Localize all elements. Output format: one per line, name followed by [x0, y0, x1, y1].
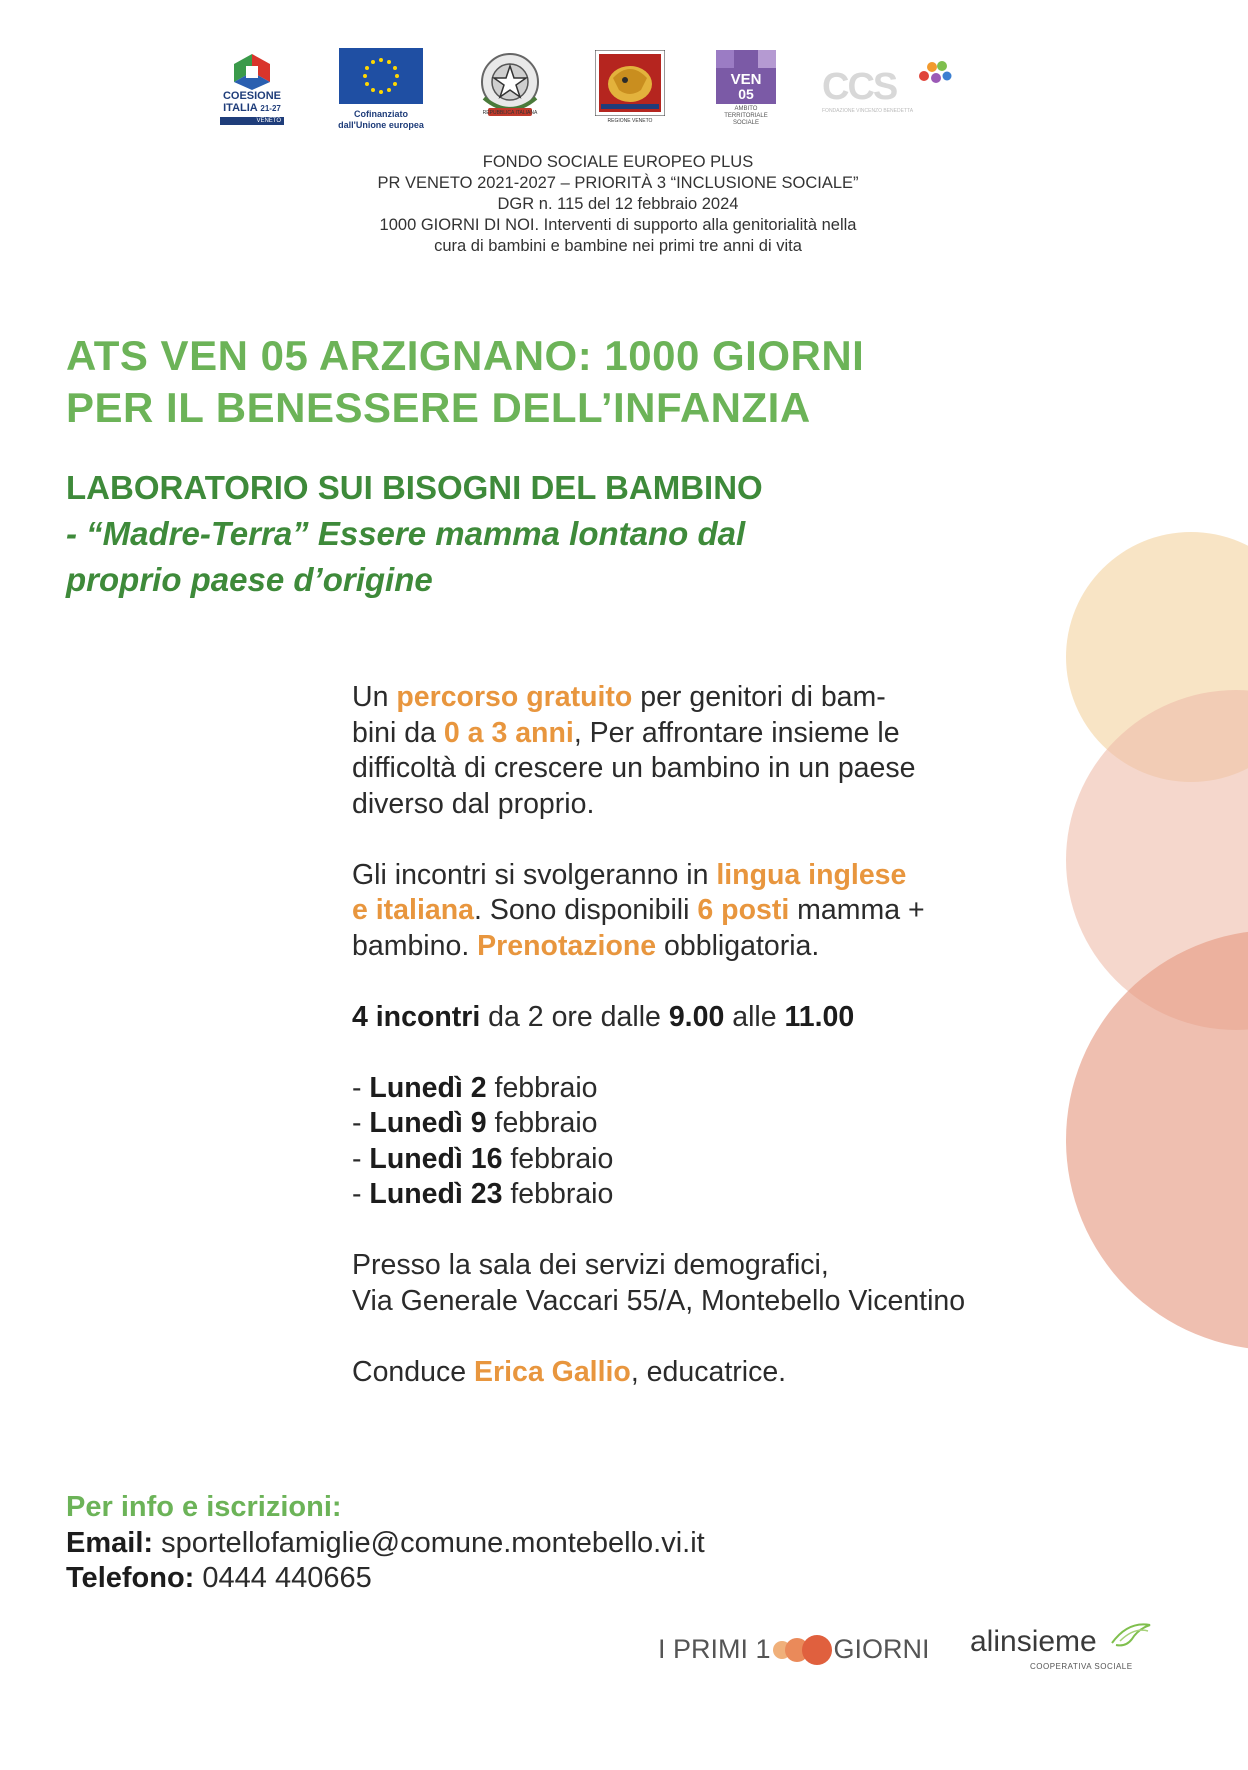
intro-line1 [352, 680, 965, 716]
email-label: Email: [66, 1526, 154, 1559]
schedule-end: 11.00 [784, 1000, 855, 1033]
text: alle [724, 1000, 785, 1033]
alinsieme-logo [970, 1625, 1097, 1659]
schedule-count: 4 incontri [352, 1000, 481, 1033]
date-item [352, 1142, 965, 1178]
coesione-years: 21-27 [260, 104, 281, 113]
ccs-dots-icon [918, 60, 952, 90]
text: Un [352, 681, 397, 713]
ccs-letters: CCS [822, 66, 897, 108]
date-day: Lunedì 9 [369, 1107, 487, 1139]
language-line2 [352, 893, 965, 929]
eu-caption-line1: Cofinanziato [354, 109, 408, 119]
title-line2: PER IL BENESSERE DELL’INFANZIA [66, 384, 811, 431]
text: Conduce [352, 1355, 475, 1388]
contacts-heading: Per info e iscrizioni: [66, 1491, 342, 1523]
highlight-percorso: percorso gratuito [396, 681, 633, 713]
primi-1000-giorni-logo [658, 1634, 930, 1665]
coesione-line2: ITALIA [223, 102, 258, 114]
date-day: Lunedì 2 [369, 1071, 487, 1104]
eu-flag-icon [339, 48, 423, 104]
fund-line4: 1000 GIORNI DI NOI. Interventi di supporto alla genitorialità nella [379, 216, 857, 234]
location-line1: Presso la sala dei servizi demografici, [352, 1249, 829, 1281]
schedule-start: 9.00 [668, 1000, 725, 1033]
deco-circle-coral [1066, 930, 1248, 1350]
text: - [352, 1178, 370, 1210]
subtitle-line2: - “Madre-Terra” Essere mamma lontano dal [66, 515, 746, 552]
alinsieme-swirl-icon [1108, 1619, 1154, 1649]
text: - [352, 1142, 370, 1175]
highlight-age: 0 a 3 anni [443, 716, 574, 749]
date-item [352, 1071, 965, 1107]
text: mamma + [789, 894, 925, 926]
fund-line5: cura di bambini e bambine nei primi tre anni di vita [434, 237, 802, 255]
alinsieme-subtitle: COOPERATIVA SOCIALE [1030, 1662, 1133, 1671]
language-line1 [352, 858, 965, 894]
location-line2: Via Generale Vaccari 55/A, Montebello Vicentino [352, 1284, 966, 1317]
intro-line4: diverso dal proprio. [352, 787, 595, 820]
phone-row [66, 1561, 705, 1597]
fund-line2: PR VENETO 2021-2027 – PRIORITÀ 3 “INCLUSIONE SOCIALE” [377, 174, 859, 192]
text: da 2 ore dalle [480, 1000, 669, 1033]
fund-line3: DGR n. 115 del 12 febbraio 2024 [497, 195, 739, 213]
conductor-line [352, 1355, 965, 1391]
repubblica-label: REPUBBLICA ITALIANA [482, 110, 538, 116]
contact-info [66, 1490, 705, 1597]
highlight-italiana: e italiana [352, 894, 474, 926]
ven05-num: 05 [738, 86, 754, 102]
repubblica-italiana-emblem [472, 48, 548, 116]
text: - [352, 1071, 370, 1104]
ven05-caption2: TERRITORIALE [724, 113, 768, 119]
subtitle-line3: proprio paese d’origine [66, 561, 433, 598]
coesione-line1: COESIONE [222, 90, 282, 102]
ven05-caption3: SOCIALE [732, 120, 759, 126]
date-month: febbraio [502, 1142, 614, 1175]
date-item [352, 1177, 965, 1213]
email-row [66, 1526, 705, 1562]
conductor-name: Erica Gallio [474, 1355, 631, 1388]
text: bini da [352, 716, 444, 749]
text: - [352, 1107, 370, 1139]
ven05-top: VEN [730, 71, 762, 88]
text: Gli incontri si svolgeranno in [352, 858, 717, 891]
coesione-region: VENETO [220, 117, 284, 125]
coesione-italia-logo [214, 52, 290, 125]
date-day: Lunedì 16 [369, 1142, 503, 1175]
fund-line1: FONDO SOCIALE EUROPEO PLUS [482, 153, 754, 171]
eu-cofinanziato-logo [336, 48, 426, 131]
ccs-foundation-logo [822, 60, 952, 114]
page-subtitle [66, 465, 763, 603]
schedule-line [352, 1000, 965, 1036]
event-description [352, 680, 965, 1390]
highlight-prenotazione: Prenotazione [477, 929, 657, 962]
date-day: Lunedì 23 [369, 1178, 503, 1210]
text: , educatrice. [630, 1355, 787, 1388]
title-line1: ATS VEN 05 ARZIGNANO: 1000 GIORNI [66, 332, 865, 379]
ccs-caption: FONDAZIONE VINCENZO BENEDETTA [822, 108, 914, 114]
highlight-lingua: lingua inglese [716, 858, 907, 891]
primi-right-text: GIORNI [833, 1634, 930, 1664]
text: per genitori di bam- [632, 681, 886, 713]
date-month: febbraio [486, 1071, 598, 1104]
text: , Per affrontare insieme le [573, 716, 900, 749]
regione-veneto-logo [594, 50, 666, 124]
text: bambino. [352, 929, 478, 962]
subtitle-line1: LABORATORIO SUI BISOGNI DEL BAMBINO [66, 469, 763, 506]
date-month: febbraio [486, 1107, 598, 1139]
intro-line3: difficoltà di crescere un bambino in un paese [352, 752, 916, 784]
ven05-ambito-logo [714, 50, 778, 127]
text: . Sono disponibili [473, 894, 698, 926]
phone-label: Telefono: [66, 1562, 195, 1594]
intro-line2 [352, 716, 965, 752]
veneto-lion-icon [595, 50, 665, 116]
date-month: febbraio [502, 1178, 614, 1210]
email-link[interactable]: sportellofamiglie@comune.montebello.vi.it [153, 1526, 705, 1559]
primi-left-text: I PRIMI 1 [658, 1634, 771, 1664]
alinsieme-text: alinsieme [970, 1625, 1097, 1658]
highlight-posti: 6 posti [697, 894, 790, 926]
phone-link[interactable]: 0444 440665 [194, 1562, 372, 1594]
language-line3 [352, 929, 965, 965]
ven05-caption1: AMBITO [734, 106, 758, 112]
coesione-mark-icon [230, 52, 274, 90]
text: obbligatoria. [656, 929, 820, 962]
eu-caption-line2: dall'Unione europea [338, 120, 424, 130]
primi-dots-icon [773, 1635, 832, 1665]
date-item [352, 1106, 965, 1142]
fund-info [0, 152, 1236, 257]
page-title [66, 330, 864, 434]
regione-label: REGIONE VENETO [607, 118, 653, 124]
